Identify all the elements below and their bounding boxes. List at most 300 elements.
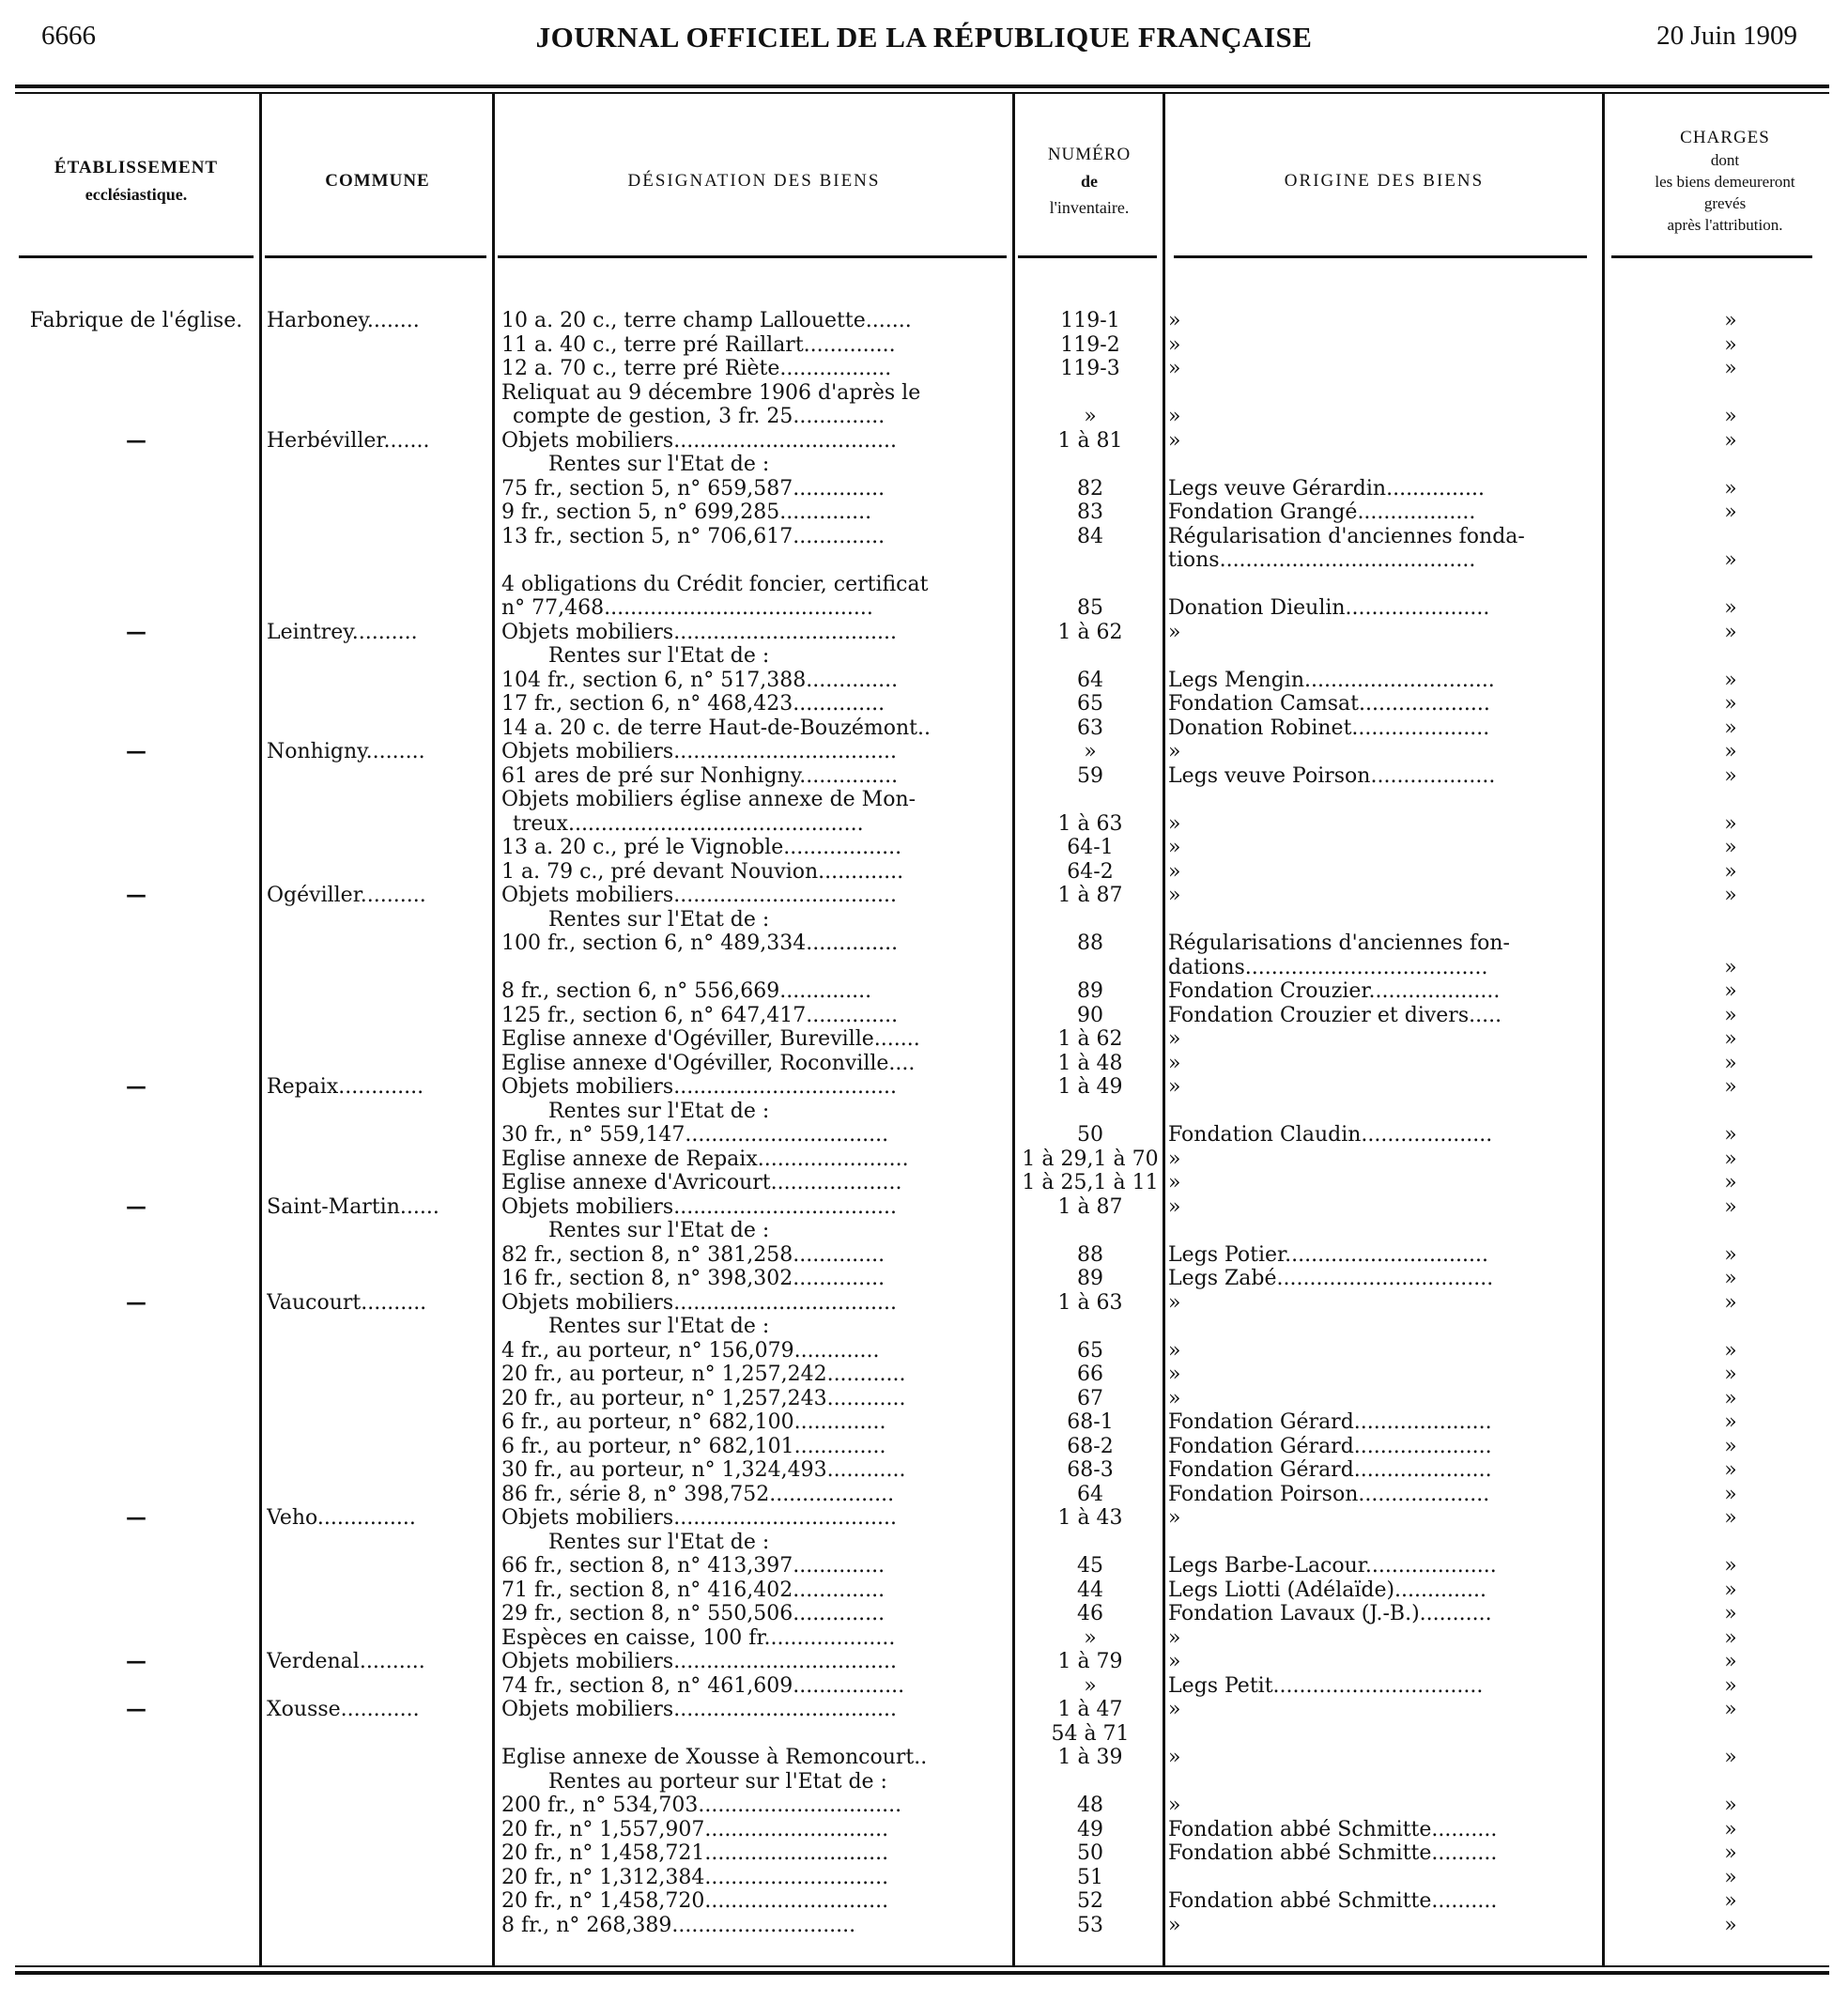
cell-designation: Objets mobiliers.................................. [501,1290,897,1315]
cell-origine: » [1168,1194,1181,1219]
cell-origine: » [1168,1027,1181,1051]
table-row [0,1410,1848,1435]
cell-origine: Fondation Lavaux (J.-B.)........... [1168,1602,1492,1625]
cell-etablissement: — [126,428,146,453]
inventory-table-body [0,309,1848,1937]
column-header-line: NUMÉRO [1047,145,1132,165]
cell-numero: 51 [1077,1865,1103,1889]
column-header-charges [1606,101,1844,261]
table-row [0,1554,1848,1578]
cell-designation: 8 fr., section 6, n° 556,669.............. [501,979,872,1003]
cell-designation: Objets mobiliers.................................. [501,428,897,453]
cell-commune: Veho............... [267,1506,416,1530]
cell-origine: Legs Mengin............................. [1168,668,1495,692]
cell-origine: » [1168,740,1181,763]
table-row [0,716,1848,741]
column-header-underline [1611,255,1812,258]
cell-charges: » [1724,1458,1737,1482]
cell-origine: Donation Dieulin...................... [1168,596,1490,620]
cell-origine: dations..................................... [1168,955,1488,979]
cell-numero: 50 [1077,1123,1103,1147]
table-row [0,788,1848,812]
cell-numero: 1 à 25,1 à 11 [1022,1171,1159,1194]
table-row [0,573,1848,597]
cell-origine: » [1168,1625,1181,1650]
table-row [0,1123,1848,1147]
cell-numero: 1 à 87 [1057,884,1123,907]
cell-charges: » [1724,1913,1737,1937]
cell-numero: 65 [1077,692,1103,716]
cell-charges: » [1724,692,1737,716]
cell-origine: Fondation Crouzier et divers..... [1168,1003,1502,1027]
cell-numero: 1 à 49 [1057,1075,1123,1099]
cell-numero: 1 à 62 [1057,620,1123,644]
table-row [0,1674,1848,1699]
cell-designation: Rentes sur l'Etat de : [548,1530,770,1554]
cell-designation: 9 fr., section 5, n° 699,285.............. [501,500,872,524]
cell-numero: 119-3 [1060,357,1120,380]
cell-charges: » [1724,1578,1737,1602]
table-row [0,1818,1848,1842]
cell-numero: 1 à 81 [1057,428,1123,453]
cell-origine: » [1168,428,1181,453]
cell-charges: » [1724,1290,1737,1315]
cell-designation: 30 fr., au porteur, n° 1,324,493............ [501,1458,906,1482]
table-row [0,932,1848,956]
cell-numero: 82 [1077,476,1103,500]
cell-origine: » [1168,1147,1181,1171]
table-row [0,621,1848,645]
cell-commune: Vaucourt.......... [267,1290,427,1315]
cell-etablissement: — [126,1075,146,1099]
table-row [0,1052,1848,1076]
cell-origine: Legs Zabé................................. [1168,1267,1494,1290]
table-row [0,1889,1848,1914]
cell-designation: 20 fr., au porteur, n° 1,257,242............ [501,1363,906,1386]
cell-origine: Fondation Gérard..................... [1168,1434,1492,1458]
table-row [0,429,1848,454]
cell-designation: compte de gestion, 3 fr. 25.............. [513,405,886,428]
table-row [0,884,1848,908]
column-header-line: les biens demeureront [1655,172,1795,191]
cell-numero: 1 à 43 [1057,1506,1123,1530]
cell-charges: » [1724,1003,1737,1027]
cell-charges: » [1724,716,1737,740]
table-row [0,1531,1848,1555]
issue-date: 20 Juin 1909 [1656,21,1797,51]
cell-charges: » [1724,1410,1737,1434]
cell-charges: » [1724,428,1737,453]
cell-designation: 12 a. 70 c., terre pré Riète................. [501,357,892,380]
cell-numero: 1 à 62 [1057,1027,1123,1051]
cell-numero: 45 [1077,1554,1103,1578]
cell-charges: » [1724,500,1737,524]
cell-charges: » [1724,1051,1737,1075]
column-header-designation [496,101,1012,261]
cell-numero: 52 [1077,1889,1103,1913]
cell-charges: » [1724,1482,1737,1506]
cell-origine: Fondation Grangé.................. [1168,500,1476,524]
cell-designation: Eglise annexe de Xousse à Remoncourt.. [501,1746,928,1769]
cell-designation: 71 fr., section 8, n° 416,402.............. [501,1578,886,1602]
cell-numero: 68-3 [1067,1458,1114,1482]
column-header-underline [498,255,1007,258]
cell-designation: Eglise annexe d'Ogéviller, Bureville....... [501,1027,920,1051]
cell-charges: » [1724,1123,1737,1147]
header-rule-bottom [15,92,1829,94]
cell-charges: » [1724,1602,1737,1625]
table-row [0,979,1848,1004]
cell-charges: » [1724,1171,1737,1194]
cell-charges: » [1724,1698,1737,1721]
table-row [0,1195,1848,1220]
cell-designation: Eglise annexe d'Ogéviller, Roconville.... [501,1051,916,1075]
cell-designation: 74 fr., section 8, n° 461,609................. [501,1673,905,1698]
cell-origine: » [1168,1698,1181,1721]
cell-charges: » [1724,859,1737,884]
table-row [0,1698,1848,1722]
cell-numero: 49 [1077,1817,1103,1841]
cell-numero: » [1084,405,1097,428]
table-row [0,1075,1848,1100]
table-row [0,1387,1848,1411]
table-row [0,1578,1848,1603]
cell-origine: » [1168,405,1181,428]
column-header-line: ecclésiastique. [85,184,188,204]
cell-designation: 14 a. 20 c. de terre Haut-de-Bouzémont.. [501,716,931,740]
column-header-line: grevés [1703,193,1747,212]
cell-designation: 13 a. 20 c., pré le Vignoble.................. [501,836,902,859]
table-row [0,1027,1848,1052]
cell-charges: » [1724,1338,1737,1363]
cell-origine: Fondation Camsat.................... [1168,692,1490,716]
cell-charges: » [1724,740,1737,763]
cell-designation: Rentes sur l'Etat de : [548,644,770,668]
cell-designation: 200 fr., n° 534,703............................... [501,1794,902,1817]
cell-commune: Xousse............ [267,1698,420,1721]
cell-numero: 54 à 71 [1051,1721,1130,1746]
cell-designation: Objets mobiliers.................................. [501,1506,897,1530]
cell-etablissement: Fabrique de l'église. [29,309,243,332]
cell-charges: » [1724,1889,1737,1913]
cell-origine: » [1168,357,1181,380]
cell-numero: 88 [1077,1242,1103,1267]
cell-designation: 16 fr., section 8, n° 398,302.............. [501,1267,886,1290]
cell-numero: 68-2 [1067,1434,1114,1458]
cell-charges: » [1724,1027,1737,1051]
table-row [0,1626,1848,1651]
cell-origine: » [1168,1794,1181,1817]
cell-origine: » [1168,1913,1181,1937]
cell-charges: » [1724,620,1737,644]
cell-numero: 50 [1077,1841,1103,1865]
table-row [0,1363,1848,1387]
column-header-underline [265,255,486,258]
column-header-underline [19,255,254,258]
cell-charges: » [1724,955,1737,979]
cell-designation: Eglise annexe d'Avricourt.................... [501,1171,902,1194]
cell-commune: Herbéviller....... [267,428,430,453]
cell-numero: 59 [1077,763,1103,788]
cell-designation: 30 fr., n° 559,147............................... [501,1123,889,1147]
cell-origine: » [1168,1075,1181,1099]
cell-charges: » [1724,309,1737,332]
cell-numero: 119-2 [1060,332,1120,357]
cell-commune: Repaix............. [267,1075,424,1099]
cell-origine: » [1168,1506,1181,1530]
cell-etablissement: — [126,884,146,907]
cell-designation: Rentes sur l'Etat de : [548,907,770,932]
cell-designation: 8 fr., n° 268,389............................ [501,1913,856,1937]
table-row [0,381,1848,406]
cell-numero: 85 [1077,596,1103,620]
cell-commune: Verdenal.......... [267,1650,425,1673]
column-header-line: dont [1710,150,1740,169]
cell-origine: » [1168,1290,1181,1315]
cell-numero: 1 à 63 [1057,811,1123,836]
column-header-line: l'inventaire. [1049,197,1130,217]
cell-origine: Fondation abbé Schmitte.......... [1168,1817,1498,1841]
column-header-underline [1018,255,1157,258]
table-row [0,1219,1848,1243]
cell-designation: 11 a. 40 c., terre pré Raillart.............. [501,332,896,357]
cell-numero: 64-1 [1067,836,1114,859]
table-row [0,908,1848,932]
cell-numero: 1 à 79 [1057,1650,1123,1673]
table-row [0,860,1848,885]
header-rule-top [15,85,1829,88]
cell-numero: 89 [1077,1267,1103,1290]
column-header-origine [1166,101,1602,261]
cell-designation: Objets mobiliers.................................. [501,1194,897,1219]
cell-numero: 89 [1077,979,1103,1003]
cell-designation: Objets mobiliers.................................. [501,620,897,644]
cell-numero: 1 à 87 [1057,1194,1123,1219]
cell-designation: 6 fr., au porteur, n° 682,101.............. [501,1434,886,1458]
column-header-commune [263,101,492,261]
cell-designation: 20 fr., n° 1,458,721............................ [501,1841,889,1865]
column-header-line: après l'attribution. [1667,215,1783,234]
cell-etablissement: — [126,620,146,644]
column-header-etablissement [13,101,259,261]
cell-charges: » [1724,1267,1737,1290]
cell-origine: » [1168,309,1181,332]
table-row [0,1650,1848,1674]
cell-charges: » [1724,884,1737,907]
cell-designation: 100 fr., section 6, n° 489,334.............. [501,932,899,955]
column-header-numero [1016,101,1163,261]
cell-designation: Reliquat au 9 décembre 1906 d'après le [501,380,921,405]
cell-designation: Rentes sur l'Etat de : [548,1219,770,1242]
cell-origine: Fondation Gérard..................... [1168,1458,1492,1482]
table-row [0,740,1848,764]
cell-charges: » [1724,1625,1737,1650]
cell-numero: 84 [1077,524,1103,548]
cell-origine: » [1168,811,1181,836]
cell-origine: Legs veuve Gérardin............... [1168,476,1485,500]
cell-charges: » [1724,1147,1737,1171]
column-header-line: DÉSIGNATION DES BIENS [627,171,881,192]
cell-designation: 6 fr., au porteur, n° 682,100.............. [501,1410,886,1434]
cell-designation: Objets mobiliers.................................. [501,1075,897,1099]
cell-origine: » [1168,836,1181,859]
cell-charges: » [1724,476,1737,500]
footer-rule-top [15,1965,1829,1967]
column-header-line: ORIGINE DES BIENS [1284,171,1485,192]
cell-designation: Objets mobiliers église annexe de Mon- [501,788,916,811]
cell-origine: Legs veuve Poirson................... [1168,763,1496,788]
cell-designation: Objets mobiliers.................................. [501,1698,897,1721]
cell-designation: 86 fr., série 8, n° 398,752................... [501,1482,895,1506]
cell-charges: » [1724,811,1737,836]
table-row [0,764,1848,789]
cell-commune: Leintrey.......... [267,620,418,644]
cell-designation: n° 77,468......................................... [501,596,873,620]
cell-charges: » [1724,405,1737,428]
table-row [0,548,1848,573]
cell-charges: » [1724,1554,1737,1578]
cell-etablissement: — [126,1698,146,1721]
table-row [0,333,1848,358]
cell-etablissement: — [126,1506,146,1530]
cell-origine: tions....................................... [1168,548,1476,572]
cell-numero: 48 [1077,1794,1103,1817]
cell-designation: 17 fr., section 6, n° 468,423.............. [501,692,886,716]
cell-numero: » [1084,740,1097,763]
cell-origine: Régularisation d'anciennes fonda- [1168,524,1525,548]
cell-origine: » [1168,1051,1181,1075]
cell-numero: 90 [1077,1003,1103,1027]
cell-charges: » [1724,332,1737,357]
cell-charges: » [1724,763,1737,788]
table-row [0,1267,1848,1291]
table-row [0,1004,1848,1028]
table-row [0,1770,1848,1794]
cell-origine: Donation Robinet..................... [1168,716,1490,740]
cell-numero: 67 [1077,1386,1103,1410]
table-row [0,1794,1848,1818]
cell-charges: » [1724,1865,1737,1889]
cell-designation: treux............................................. [513,811,864,836]
cell-charges: » [1724,668,1737,692]
cell-origine: Legs Liotti (Adélaïde).............. [1168,1578,1486,1602]
table-row [0,1722,1848,1747]
table-row [0,1339,1848,1363]
cell-designation: 4 fr., au porteur, n° 156,079............. [501,1338,880,1363]
cell-origine: Legs Barbe-Lacour.................... [1168,1554,1497,1578]
cell-charges: » [1724,1673,1737,1698]
table-row [0,1483,1848,1507]
column-header-underline [1174,255,1587,258]
cell-designation: Rentes au porteur sur l'Etat de : [548,1769,887,1794]
column-header-line: COMMUNE [325,171,430,192]
cell-origine: Fondation abbé Schmitte.......... [1168,1841,1498,1865]
cell-numero: 1 à 48 [1057,1051,1123,1075]
table-row [0,309,1848,333]
cell-origine: » [1168,1386,1181,1410]
cell-numero: 68-1 [1067,1410,1114,1434]
table-row [0,1841,1848,1866]
cell-designation: 20 fr., n° 1,312,384............................ [501,1865,889,1889]
table-row [0,1243,1848,1268]
cell-charges: » [1724,1194,1737,1219]
cell-origine: » [1168,1338,1181,1363]
table-row [0,477,1848,501]
cell-charges: » [1724,1841,1737,1865]
table-row [0,812,1848,837]
table-row [0,669,1848,693]
cell-charges: » [1724,1363,1737,1386]
table-row [0,956,1848,980]
cell-numero: 83 [1077,500,1103,524]
cell-origine: » [1168,620,1181,644]
cell-designation: Rentes sur l'Etat de : [548,453,770,476]
cell-designation: Rentes sur l'Etat de : [548,1315,770,1338]
cell-origine: Fondation Poirson.................... [1168,1482,1490,1506]
cell-charges: » [1724,1746,1737,1769]
table-row [0,1914,1848,1938]
cell-commune: Ogéviller.......... [267,884,426,907]
table-row [0,1435,1848,1459]
page-number: 6666 [41,21,96,51]
cell-origine: » [1168,1650,1181,1673]
cell-charges: » [1724,1242,1737,1267]
cell-numero: 88 [1077,932,1103,955]
cell-origine: Fondation Claudin.................... [1168,1123,1493,1147]
cell-commune: Harboney........ [267,309,420,332]
cell-charges: » [1724,1386,1737,1410]
cell-numero: 44 [1077,1578,1103,1602]
cell-charges: » [1724,1650,1737,1673]
cell-numero: 64 [1077,1482,1103,1506]
cell-numero: 119-1 [1060,309,1120,332]
table-row [0,405,1848,429]
cell-numero: » [1084,1673,1097,1698]
table-row [0,1291,1848,1316]
cell-charges: » [1724,1817,1737,1841]
cell-designation: 20 fr., au porteur, n° 1,257,243............ [501,1386,906,1410]
cell-designation: 66 fr., section 8, n° 413,397.............. [501,1554,886,1578]
cell-commune: Nonhigny......... [267,740,425,763]
cell-charges: » [1724,1794,1737,1817]
table-row [0,1866,1848,1890]
column-header-line: ÉTABLISSEMENT [54,158,219,178]
footer-rule-bottom [15,1971,1829,1975]
table-row [0,453,1848,477]
cell-etablissement: — [126,1290,146,1315]
cell-designation: 29 fr., section 8, n° 550,506.............. [501,1602,886,1625]
cell-origine: Fondation abbé Schmitte.......... [1168,1889,1498,1913]
cell-designation: Rentes sur l'Etat de : [548,1099,770,1123]
table-row [0,1458,1848,1483]
cell-designation: 61 ares de pré sur Nonhigny............... [501,763,899,788]
table-row [0,1171,1848,1195]
cell-origine: Fondation Gérard..................... [1168,1410,1492,1434]
cell-numero: 65 [1077,1338,1103,1363]
cell-origine: » [1168,859,1181,884]
cell-designation: Objets mobiliers.................................. [501,1650,897,1673]
column-header-line: de [1081,171,1098,191]
cell-origine: Régularisations d'anciennes fon- [1168,932,1510,955]
cell-numero: 1 à 63 [1057,1290,1123,1315]
table-row [0,836,1848,860]
cell-numero: 66 [1077,1363,1103,1386]
cell-charges: » [1724,1506,1737,1530]
cell-designation: 20 fr., n° 1,557,907............................ [501,1817,889,1841]
cell-charges: » [1724,357,1737,380]
cell-numero: 1 à 39 [1057,1746,1123,1769]
cell-designation: 104 fr., section 6, n° 517,388.............. [501,668,899,692]
